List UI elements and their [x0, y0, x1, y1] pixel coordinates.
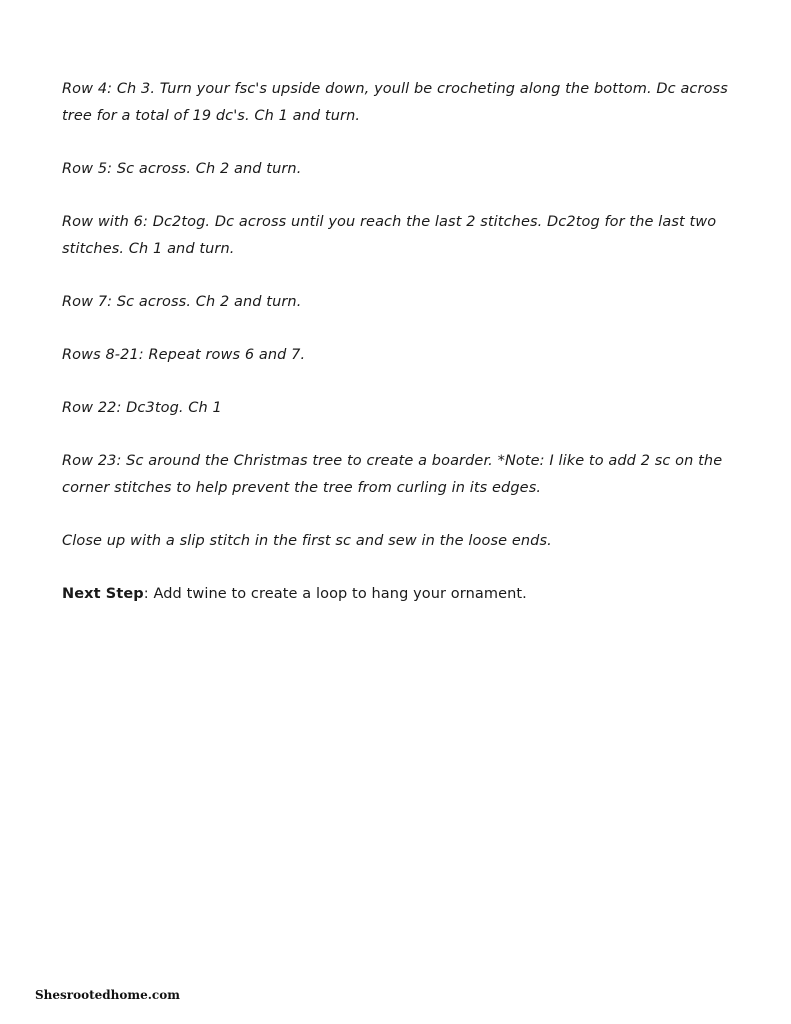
instruction-row-22: Row 22: Dc3tog. Ch 1	[62, 400, 222, 416]
pattern-instructions	[62, 76, 742, 634]
footer-site-name: Shesrootedhome.com	[35, 988, 180, 1002]
next-step-text: : Add twine to create a loop to hang your ornament.	[143, 586, 527, 602]
instruction-row-7: Row 7: Sc across. Ch 2 and turn.	[62, 294, 302, 310]
next-step-label: Next Step	[62, 586, 144, 602]
instruction-row-4: Row 4: Ch 3. Turn your fsc's upside down, youll be crocheting along the bottom. Dc across tree for a total of 19 dc's. Ch 1 and turn.	[62, 81, 728, 124]
instruction-row-6: Row with 6: Dc2tog. Dc across until you reach the last 2 stitches. Dc2tog for the last two stitches. Ch 1 and turn.	[62, 214, 717, 257]
instruction-row-5: Row 5: Sc across. Ch 2 and turn.	[62, 161, 302, 177]
instruction-close-up: Close up with a slip stitch in the first sc and sew in the loose ends.	[62, 533, 552, 549]
instruction-row-23: Row 23: Sc around the Christmas tree to create a boarder. *Note: I like to add 2 sc on the corner stitches to help prevent the tree from curling in its edges.	[62, 453, 723, 496]
next-step	[62, 581, 742, 608]
instruction-rows-8-21: Rows 8-21: Repeat rows 6 and 7.	[62, 347, 306, 363]
